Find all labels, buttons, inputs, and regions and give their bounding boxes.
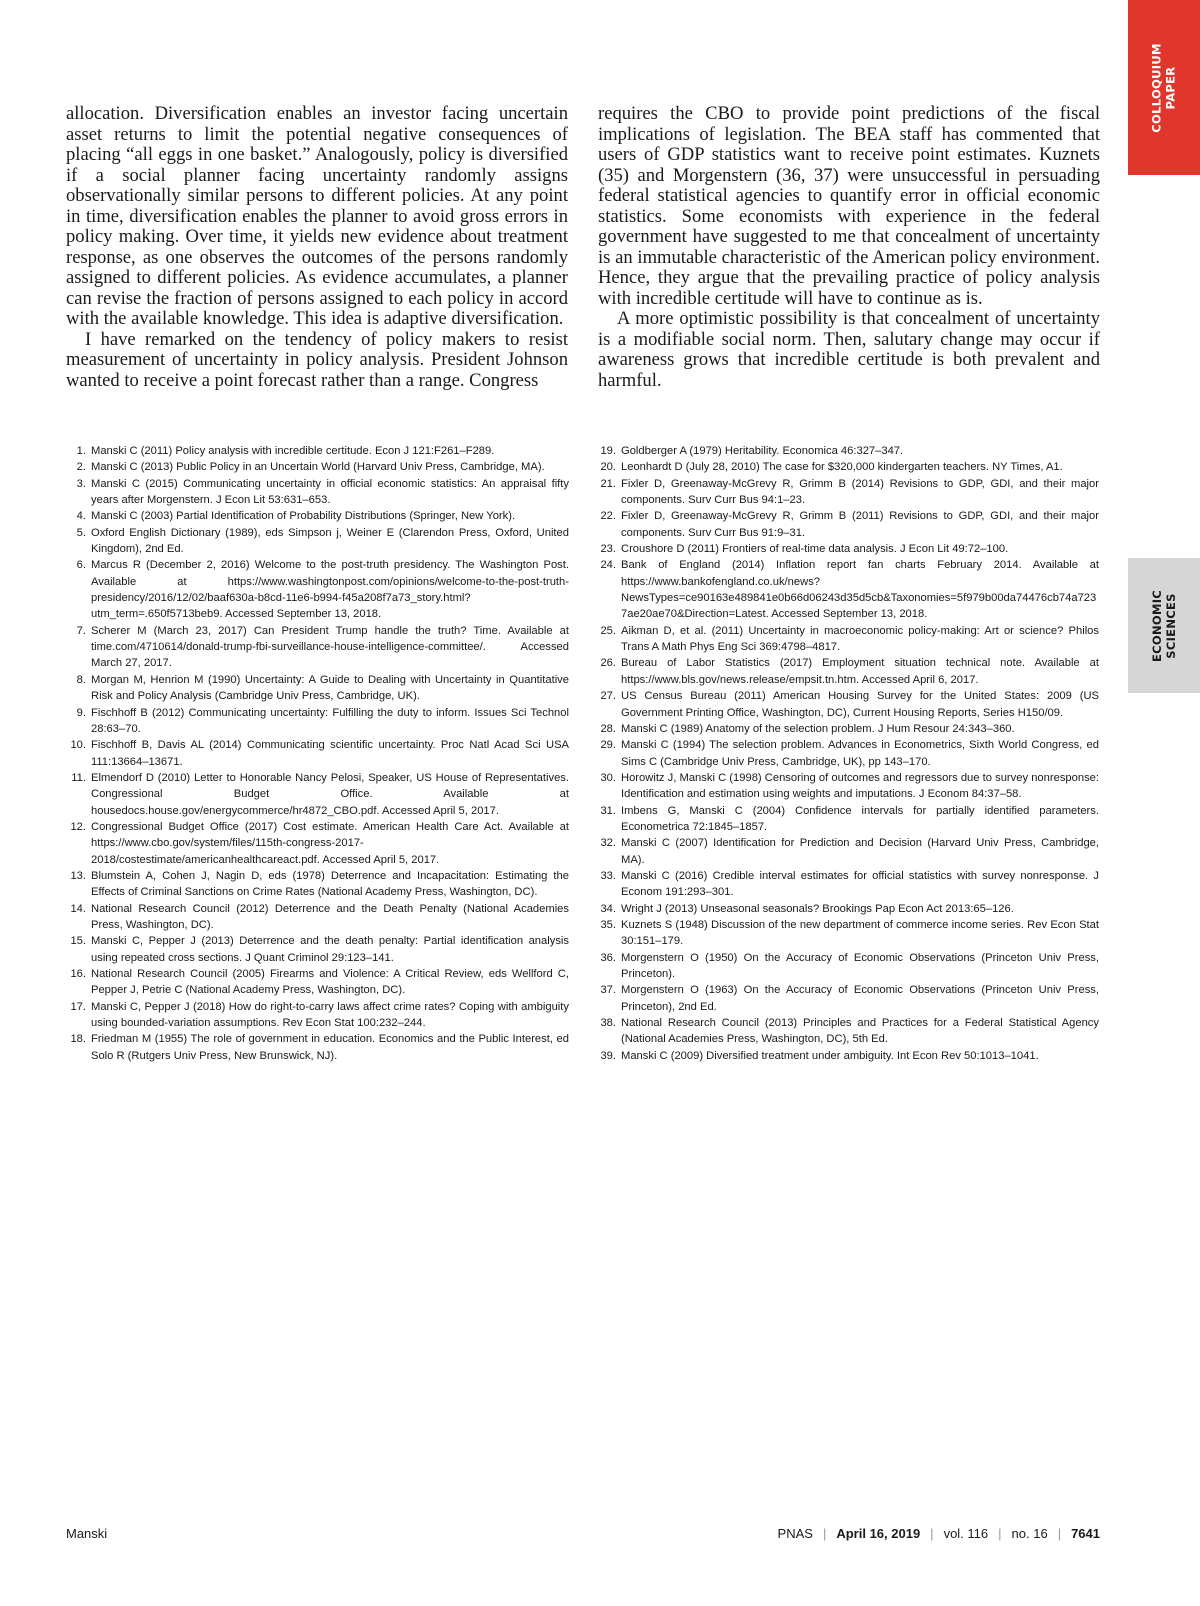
reference-item <box>66 443 569 459</box>
references-list-right <box>596 443 1099 1064</box>
reference-number: 23. <box>600 543 616 556</box>
reference-text: Friedman M (1955) The role of government in education. Economics and the Public Interest, ed Solo R (Rutgers Univ Press, New Brunswick, NJ). <box>91 1033 569 1062</box>
reference-item <box>66 623 569 672</box>
reference-number: 5. <box>76 526 86 539</box>
reference-number: 21. <box>600 477 616 490</box>
reference-text: Congressional Budget Office (2017) Cost estimate. American Health Care Act. Available at https://www.cbo.gov/system/files/115th-congress-2017-2018/costestimate/americanhealthcareact.pdf. Accessed April 5, 2017. <box>91 820 569 866</box>
reference-text: Croushore D (2011) Frontiers of real-time data analysis. J Econ Lit 49:72–100. <box>621 543 1009 556</box>
reference-text: Morgenstern O (1950) On the Accuracy of Economic Observations (Princeton Univ Press, Princeton). <box>621 951 1099 980</box>
footer-separator: | <box>822 1526 827 1541</box>
reference-item <box>596 721 1099 737</box>
reference-item <box>596 868 1099 901</box>
reference-text: National Research Council (2005) Firearms and Violence: A Critical Review, eds Wellford C, Pepper J, Petrie C (National Academy Press, Washington, DC). <box>91 968 569 997</box>
econ-label-line2: SCIENCES <box>1164 592 1179 659</box>
reference-item <box>66 525 569 558</box>
body-paragraph: requires the CBO to provide point predictions of the fiscal implications of legislation. The BEA staff has commented that users of GDP statistics want to receive point estimates. Kuznets (35) and Morgenstern (36, 37) were unsuccessful in persuading federal statistical agencies to quantify error in official economic statistics. Some economists with experience in the federal government have suggested to me that concealment of uncertainty is an immutable characteristic of the American policy environment. Hence, they argue that the prevailing practice of policy analysis with incredible certitude will have to continue as is. <box>598 103 1100 309</box>
reference-item <box>66 966 569 999</box>
reference-item <box>66 557 569 622</box>
reference-item <box>596 917 1099 950</box>
reference-number: 18. <box>70 1033 86 1046</box>
reference-number: 28. <box>600 722 616 735</box>
reference-item <box>596 655 1099 688</box>
footer-date: April 16, 2019 <box>836 1526 921 1541</box>
reference-number: 26. <box>600 657 616 670</box>
reference-text: Aikman D, et al. (2011) Uncertainty in macroeconomic policy-making: Art or science? Philos Trans A Math Phys Eng Sci 369:4798–4817. <box>621 624 1099 654</box>
reference-text: Manski C (1994) The selection problem. Advances in Econometrics, Sixth World Congress, ed Sims C (Cambridge Univ Press, Cambridge, UK), pp 143–170. <box>621 739 1099 768</box>
footer-separator: | <box>998 1526 1002 1541</box>
body-paragraph: A more optimistic possibility is that concealment of uncertainty is a modifiable social norm. Then, salutary change may occur if awareness grows that incredible certitude is both prevalent and harmful. <box>598 308 1100 391</box>
reference-text: Horowitz J, Manski C (1998) Censoring of outcomes and regressors due to survey nonresponse: Identification and estimation using weights and imputations. J Econom 84:37–58. <box>621 771 1099 801</box>
reference-item <box>66 933 569 966</box>
reference-text: Manski C (2016) Credible interval estimates for official statistics with survey nonresponse. J Econom 191:293–301. <box>621 869 1099 899</box>
colloquium-label-line2: PAPER <box>1164 66 1179 109</box>
reference-item <box>66 999 569 1032</box>
reference-item <box>66 672 569 705</box>
reference-text: Morgenstern O (1963) On the Accuracy of Economic Observations (Princeton Univ Press, Princeton), 2nd Ed. <box>621 984 1099 1013</box>
reference-number: 27. <box>600 690 616 703</box>
reference-number: 32. <box>600 837 616 850</box>
reference-number: 36. <box>600 951 616 964</box>
reference-number: 6. <box>76 559 86 572</box>
colloquium-paper-label <box>1150 43 1178 132</box>
reference-item <box>596 737 1099 770</box>
reference-number: 25. <box>600 624 616 637</box>
reference-text: Manski C (2015) Communicating uncertainty in official economic statistics: An appraisal fifty years after Morgenstern. J Econ Lit 53:631–653. <box>91 477 569 507</box>
reference-text: Wright J (2013) Unseasonal seasonals? Brookings Pap Econ Act 2013:65–126. <box>621 902 1014 915</box>
reference-text: Fixler D, Greenaway-McGrevy R, Grimm B (2014) Revisions to GDP, GDI, and their major components. Surv Curr Bus 94:1–23. <box>621 477 1099 507</box>
reference-text: Blumstein A, Cohen J, Nagin D, eds (1978) Deterrence and Incapacitation: Estimating the Effects of Criminal Sanctions on Crime Rates (National Academy Press, Washington, DC). <box>91 869 569 899</box>
reference-text: Marcus R (December 2, 2016) Welcome to the post-truth presidency. The Washington Post. Available at https://www.washingtonpost.com/opinions/welcome-to-the-post-truth-presidency/2016/12/02/baaf630a-b8cd-11e6-b994-f45a208f7a73_story.html?utm_term=.650f5713beb9. Accessed September 13, 2018. <box>91 559 569 621</box>
footer-author: Manski <box>66 1526 108 1541</box>
reference-text: Manski C (1989) Anatomy of the selection problem. J Hum Resour 24:343–360. <box>621 722 1015 735</box>
reference-item <box>596 459 1099 475</box>
economic-sciences-tab <box>1128 558 1200 693</box>
reference-number: 39. <box>600 1049 616 1062</box>
reference-number: 15. <box>70 935 86 948</box>
reference-number: 4. <box>76 510 86 523</box>
reference-text: Scherer M (March 23, 2017) Can President Trump handle the truth? Time. Available at time.com/4710614/donald-trump-fbi-surveillance-house-intelligence-committee/. Accessed March 27, 2017. <box>91 624 569 670</box>
reference-item <box>596 1048 1099 1064</box>
body-column-right <box>598 104 1100 391</box>
reference-item <box>66 705 569 738</box>
reference-item <box>66 1031 569 1064</box>
reference-item <box>596 803 1099 836</box>
reference-text: Bank of England (2014) Inflation report fan charts February 2014. Available at https://www.bankofengland.co.uk/news?NewsTypes=ce90163e489841e0b66d06243d35d5cb&Taxonomies=5f979b00da74476cb74a7237ae20ae70&Direction=Latest. Accessed September 13, 2018. <box>621 559 1099 621</box>
reference-item <box>66 868 569 901</box>
reference-text: Goldberger A (1979) Heritability. Economica 46:327–347. <box>621 445 904 457</box>
reference-text: National Research Council (2013) Principles and Practices for a Federal Statistical Agency (National Academies Press, Washington, DC), 5th Ed. <box>621 1017 1099 1046</box>
reference-item <box>596 623 1099 656</box>
reference-number: 22. <box>600 510 616 523</box>
reference-number: 14. <box>70 902 86 915</box>
reference-item <box>596 835 1099 868</box>
reference-item <box>66 476 569 509</box>
economic-sciences-label <box>1150 589 1178 661</box>
reference-item <box>66 459 569 475</box>
reference-item <box>596 901 1099 917</box>
footer-separator: | <box>930 1526 934 1541</box>
reference-text: Manski C, Pepper J (2018) How do right-to-carry laws affect crime rates? Coping with ambiguity using bounded-variation assumptions. Rev Econ Stat 100:232–244. <box>91 1000 569 1030</box>
reference-text: National Research Council (2012) Deterrence and the Death Penalty (National Academies Press, Washington, DC). <box>91 902 569 931</box>
reference-number: 17. <box>70 1000 86 1013</box>
reference-number: 29. <box>600 739 616 752</box>
reference-number: 7. <box>76 624 86 637</box>
footer-separator: | <box>1057 1526 1062 1541</box>
reference-number: 2. <box>76 461 86 474</box>
footer-issue: no. 16 <box>1011 1526 1048 1541</box>
reference-item <box>66 737 569 770</box>
reference-text: Fixler D, Greenaway-McGrevy R, Grimm B (2011) Revisions to GDP, GDI, and their major components. Surv Curr Bus 91:9–31. <box>621 510 1099 539</box>
reference-text: Fischhoff B (2012) Communicating uncertainty: Fulfilling the duty to inform. Issues Sci Technol 28:63–70. <box>91 706 569 735</box>
reference-item <box>66 508 569 524</box>
reference-item <box>596 508 1099 541</box>
reference-item <box>596 982 1099 1015</box>
reference-text: Kuznets S (1948) Discussion of the new department of commerce income series. Rev Econ Stat 30:151–179. <box>621 918 1099 948</box>
reference-item <box>596 1015 1099 1048</box>
reference-item <box>596 688 1099 721</box>
reference-number: 1. <box>76 445 86 457</box>
reference-number: 13. <box>70 869 86 882</box>
body-paragraph: I have remarked on the tendency of policy makers to resist measurement of uncertainty in policy analysis. President Johnson wanted to receive a point forecast rather than a range. Congress <box>66 328 568 391</box>
reference-item <box>596 541 1099 557</box>
reference-text: Leonhardt D (July 28, 2010) The case for $320,000 kindergarten teachers. NY Times, A1. <box>621 461 1063 474</box>
reference-item <box>596 476 1099 509</box>
reference-item <box>596 557 1099 622</box>
reference-number: 20. <box>600 461 616 474</box>
econ-label-line1: ECONOMIC <box>1150 589 1165 662</box>
reference-text: Manski C (2013) Public Policy in an Uncertain World (Harvard Univ Press, Cambridge, MA). <box>91 461 545 474</box>
reference-number: 34. <box>600 902 616 915</box>
reference-item <box>596 950 1099 983</box>
reference-item <box>66 901 569 934</box>
reference-number: 37. <box>600 984 616 997</box>
body-paragraph: allocation. Diversification enables an investor facing uncertain asset returns to limit the potential negative consequences of placing “all eggs in one basket.” Analogously, policy is diversified if a social planner facing uncertainty randomly assigns observationally similar persons to different policies. At any point in time, diversification enables the planner to avoid gross errors in policy making. Over time, it yields new evidence about treatment response, as one observes the outcomes of the persons randomly assigned to different policies. As evidence accumulates, a planner can revise the fraction of persons assigned to each policy in accord with the available knowledge. This idea is adaptive diversification. <box>66 103 568 329</box>
footer-citation <box>778 1526 1100 1541</box>
colloquium-label-line1: COLLOQUIUM <box>1150 42 1165 133</box>
reference-number: 16. <box>70 968 86 980</box>
reference-text: US Census Bureau (2011) American Housing Survey for the United States: 2009 (US Government Printing Office, Washington, DC), Current Housing Reports, Series H150/09. <box>621 690 1099 719</box>
reference-text: Manski C (2009) Diversified treatment under ambiguity. Int Econ Rev 50:1013–1041. <box>621 1049 1039 1062</box>
reference-number: 9. <box>76 706 86 719</box>
reference-number: 11. <box>71 771 86 784</box>
reference-text: Fischhoff B, Davis AL (2014) Communicating scientific uncertainty. Proc Natl Acad Sci USA 111:13664–13671. <box>91 739 569 768</box>
reference-item <box>66 770 569 819</box>
reference-text: Manski C (2011) Policy analysis with incredible certitude. Econ J 121:F261–F289. <box>91 445 495 457</box>
reference-text: Manski C (2003) Partial Identification of Probability Distributions (Springer, New York). <box>91 510 516 523</box>
reference-number: 8. <box>76 673 86 686</box>
reference-number: 30. <box>600 771 616 784</box>
reference-number: 10. <box>70 739 86 752</box>
reference-text: Manski C, Pepper J (2013) Deterrence and the death penalty: Partial identification analysis using repeated cross sections. J Quant Criminol 29:123–141. <box>91 935 569 964</box>
body-column-left <box>66 104 568 391</box>
reference-text: Morgan M, Henrion M (1990) Uncertainty: A Guide to Dealing with Uncertainty in Quantitative Risk and Policy Analysis (Cambridge Univ Press, Cambridge, UK). <box>91 673 569 703</box>
reference-number: 35. <box>600 918 616 931</box>
reference-number: 12. <box>70 820 86 833</box>
reference-number: 3. <box>76 477 86 490</box>
colloquium-paper-tab <box>1128 0 1200 175</box>
reference-number: 31. <box>600 804 616 817</box>
reference-item <box>596 770 1099 803</box>
footer-volume: vol. 116 <box>943 1526 989 1541</box>
reference-text: Oxford English Dictionary (1989), eds Simpson j, Weiner E (Clarendon Press, Oxford, United Kingdom), 2nd Ed. <box>91 526 569 556</box>
reference-text: Elmendorf D (2010) Letter to Honorable Nancy Pelosi, Speaker, US House of Representatives. Congressional Budget Office. Available at housedocs.house.gov/energycommerce/hr4872_CBO.pdf. Accessed April 5, 2017. <box>91 771 569 817</box>
reference-number: 33. <box>600 869 616 882</box>
reference-item <box>596 443 1099 459</box>
reference-number: 19. <box>600 445 616 457</box>
reference-text: Bureau of Labor Statistics (2017) Employment situation technical note. Available at https://www.bls.gov/news.release/empsit.tn.htm. Accessed April 6, 2017. <box>621 657 1099 686</box>
footer-journal: PNAS <box>777 1526 813 1541</box>
reference-number: 38. <box>600 1017 616 1030</box>
reference-text: Imbens G, Manski C (2004) Confidence intervals for partially identified parameters. Econometrica 72:1845–1857. <box>621 804 1099 833</box>
references-list-left <box>66 443 569 1064</box>
reference-text: Manski C (2007) Identification for Prediction and Decision (Harvard Univ Press, Cambridge, MA). <box>621 837 1099 866</box>
reference-number: 24. <box>600 559 616 572</box>
reference-item <box>66 819 569 868</box>
footer-page-number: 7641 <box>1071 1526 1100 1541</box>
